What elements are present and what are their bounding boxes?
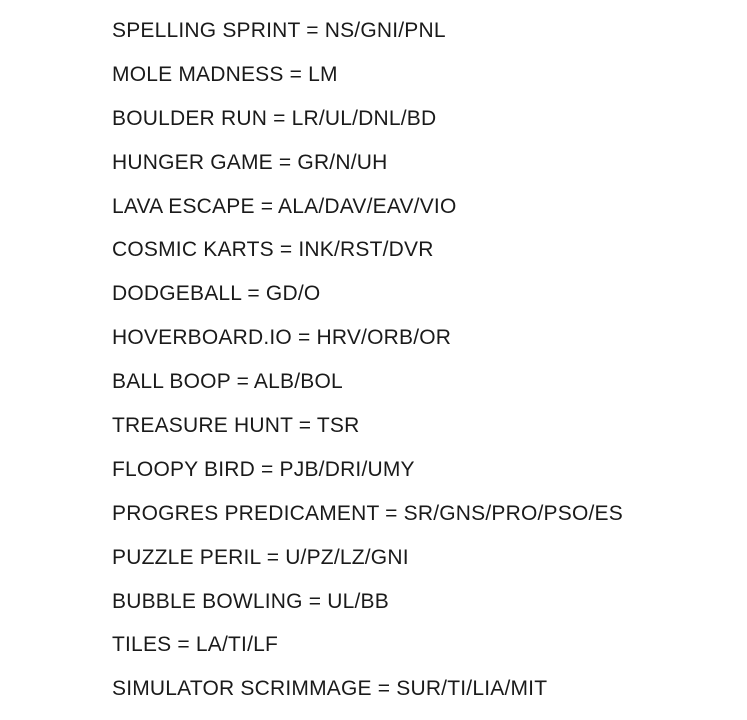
game-code-list xyxy=(112,16,623,718)
code-line-mole-madness: MOLE MADNESS = LM xyxy=(112,62,338,86)
code-line-dodgeball: DODGEBALL = GD/O xyxy=(112,282,321,306)
code-line-boulder-run: BOULDER RUN = LR/UL/DNL/BD xyxy=(112,106,437,130)
code-line-cosmic-karts: COSMIC KARTS = INK/RST/DVR xyxy=(112,238,434,262)
code-line-lava-escape: LAVA ESCAPE = ALA/DAV/EAV/VIO xyxy=(112,194,457,218)
code-line-floopy-bird: FLOOPY BIRD = PJB/DRI/UMY xyxy=(112,457,415,481)
code-line-hunger-game: HUNGER GAME = GR/N/UH xyxy=(112,150,388,174)
code-line-simulator-scrimmage: SIMULATOR SCRIMMAGE = SUR/TI/LIA/MIT xyxy=(112,677,548,701)
code-line-hoverboard-io: HOVERBOARD.IO = HRV/ORB/OR xyxy=(112,326,452,350)
code-line-tiles: TILES = LA/TI/LF xyxy=(112,633,279,657)
code-line-progres-predicament: PROGRES PREDICAMENT = SR/GNS/PRO/PSO/ES xyxy=(112,501,623,525)
code-line-ball-boop: BALL BOOP = ALB/BOL xyxy=(112,370,343,394)
code-line-spelling-sprint: SPELLING SPRINT = NS/GNI/PNL xyxy=(112,19,446,42)
code-line-treasure-hunt: TREASURE HUNT = TSR xyxy=(112,414,360,438)
code-line-puzzle-peril: PUZZLE PERIL = U/PZ/LZ/GNI xyxy=(112,545,409,569)
code-line-bubble-bowling: BUBBLE BOWLING = UL/BB xyxy=(112,589,389,613)
